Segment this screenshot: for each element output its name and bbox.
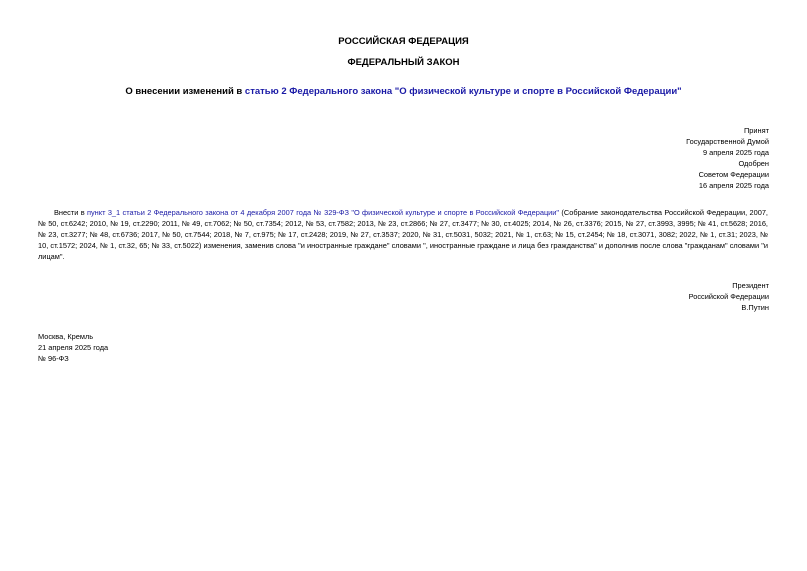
adoption-line: Советом Федерации	[698, 169, 769, 179]
body-paragraph	[38, 208, 768, 263]
law-title	[0, 86, 807, 97]
law-title-link[interactable]: статью 2 Федерального закона "О физической культуре и спорте в Российской Федерации"	[244, 86, 682, 97]
place-date-block	[38, 332, 108, 365]
adoption-line: 9 апреля 2025 года	[702, 147, 769, 157]
signature-block	[689, 281, 769, 314]
law-title-prefix: О внесении изменений в	[125, 86, 245, 97]
adoption-line: Одобрен	[738, 158, 769, 168]
adoption-line: Государственной Думой	[686, 136, 769, 146]
signature-line: Президент	[732, 281, 769, 290]
law-number-line: № 96-ФЗ	[38, 353, 69, 363]
signature-line: Российской Федерации	[688, 291, 769, 301]
adoption-line: Принят	[743, 126, 769, 135]
adoption-block	[686, 126, 769, 191]
doc-type-heading: ФЕДЕРАЛЬНЫЙ ЗАКОН	[347, 57, 460, 68]
body-law-link[interactable]: пункт 3_1 статьи 2 Федерального закона от 4 декабря 2007 года № 329-ФЗ "О физической культуре и спорте в Российской Федерации"	[86, 208, 560, 217]
date-line: 21 апреля 2025 года	[38, 342, 109, 352]
place-line: Москва, Кремль	[38, 332, 94, 341]
adoption-line: 16 апреля 2025 года	[698, 180, 769, 190]
signature-line: В.Путин	[741, 302, 769, 312]
body-prefix: Внести в	[54, 208, 87, 217]
country-heading: РОССИЙСКАЯ ФЕДЕРАЦИЯ	[338, 36, 469, 47]
body-rest: (Собрание законодательства Российской Федерации, 2007, № 50, ст.6242; 2010, № 19, ст.2290; 2011, № 49, ст.7062; № 50, ст.7354; 2012, № 53, ст.7582; 2013, № 23, ст.2866; № 27, ст.3477; № 30, ст.4025; 2014, № 26, ст.3376; 2015, № 27, ст.3993, 3995; № 41, ст.5628; 2016, № 23, ст.3277; № 48, ст.6736; 2017, № 50, ст.7544; 2018, № 7, ст.975; № 17, ст.2428; 2019, № 27, ст.3537; 2020, № 31, ст.5031, 5032; 2021, № 1, ст.63; № 15, ст.2454; № 18, ст.3071, 3082; 2022, № 1, ст.31; 2023, № 10, ст.1572; 2024, № 1, ст.32, 65; № 33, ст.5022) изменения, заменив слова "и иностранные граждане" словами ", иностранные граждане и лица без гражданства" и дополнив после слова "гражданам" словами "и лицам".	[38, 208, 768, 261]
